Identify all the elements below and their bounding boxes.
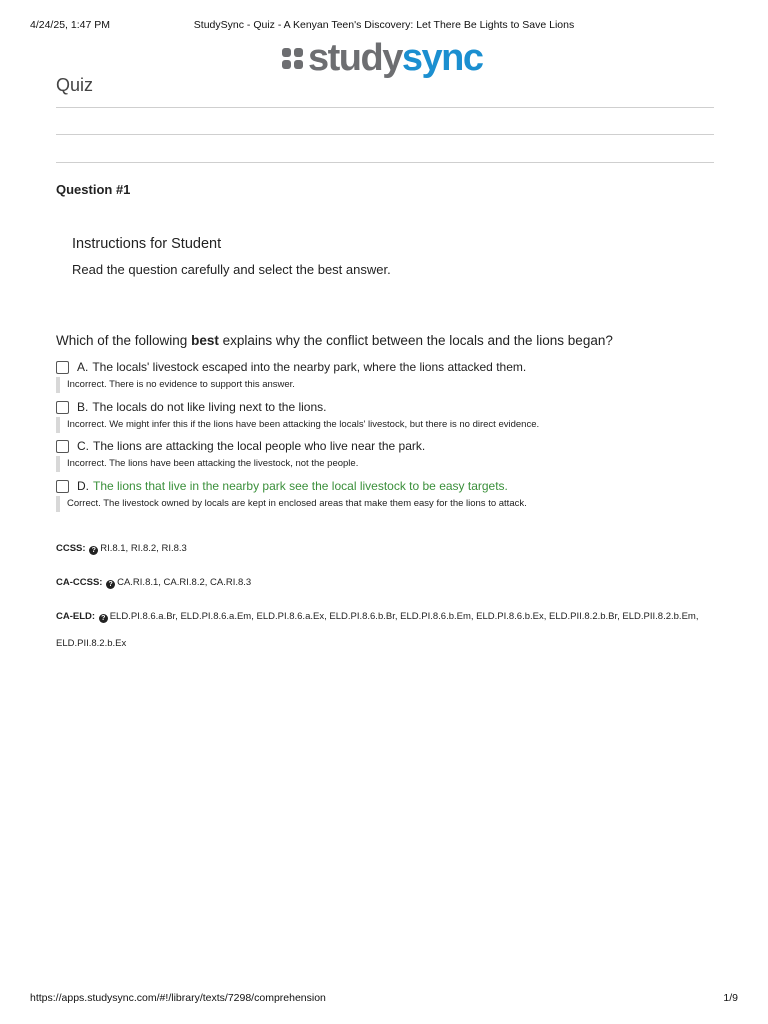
option-text: The locals do not like living next to the lions.	[92, 400, 327, 414]
answer-option-b[interactable]	[56, 398, 716, 433]
option-feedback: Incorrect. There is no evidence to support this answer.	[56, 377, 716, 393]
prompt-text: Which of the following	[56, 333, 192, 348]
answer-checkbox[interactable]	[56, 480, 69, 493]
logo-wordmark	[308, 38, 482, 78]
print-datetime: 4/24/25, 1:47 PM	[30, 19, 110, 31]
standards-value: ELD.PI.8.6.a.Br, ELD.PI.8.6.a.Em, ELD.PI.8.6.a.Ex, ELD.PI.8.6.b.Br, ELD.PI.8.6.b.Em, ELD.PI.8.6.b.Ex, ELD.PII.8.2.b.Br, ELD.PII.8.2.b.Em, ELD.PII.8.2.b.Ex	[56, 611, 699, 649]
logo-word-study: study	[308, 37, 402, 79]
option-feedback: Correct. The livestock owned by locals are kept in enclosed areas that make them easy for the lions to attack.	[56, 496, 716, 512]
standards-label: CA-ELD:	[56, 611, 96, 622]
answer-checkbox[interactable]	[56, 361, 69, 374]
question-circle-icon[interactable]: ?	[89, 546, 98, 555]
question-circle-icon[interactable]: ?	[106, 580, 115, 589]
print-header	[30, 19, 738, 33]
option-text: The locals' livestock escaped into the nearby park, where the lions attacked them.	[92, 360, 527, 374]
standards-value: RI.8.1, RI.8.2, RI.8.3	[100, 543, 187, 554]
divider	[56, 134, 714, 135]
question-number: Question #1	[56, 182, 131, 197]
standards-label: CCSS:	[56, 543, 86, 554]
standards-value: CA.RI.8.1, CA.RI.8.2, CA.RI.8.3	[117, 577, 252, 588]
option-text: The lions are attacking the local people who live near the park.	[93, 439, 426, 453]
question-prompt	[56, 333, 613, 348]
standards-label: CA-CCSS:	[56, 577, 103, 588]
print-page-title: StudySync - Quiz - A Kenyan Teen's Discovery: Let There Be Lights to Save Lions	[193, 19, 575, 31]
divider	[56, 107, 714, 108]
option-letter: B.	[77, 400, 89, 414]
option-letter: D.	[77, 479, 89, 493]
page-number: 1/9	[723, 992, 738, 1004]
answer-option-a[interactable]	[56, 358, 716, 393]
prompt-emphasis: best	[191, 333, 219, 348]
option-letter: A.	[77, 360, 89, 374]
answer-option-d[interactable]	[56, 477, 716, 512]
instructions-heading: Instructions for Student	[72, 236, 222, 252]
divider	[56, 162, 714, 163]
answer-checkbox[interactable]	[56, 401, 69, 414]
prompt-text: explains why the conflict between the locals and the lions began?	[218, 333, 613, 348]
question-circle-icon[interactable]: ?	[99, 614, 108, 623]
option-feedback: Incorrect. The lions have been attacking the livestock, not the people.	[56, 456, 716, 472]
standards-ccss	[56, 535, 716, 562]
instructions-body: Read the question carefully and select the best answer.	[72, 262, 391, 277]
standards-ca-eld	[56, 603, 716, 657]
print-url: https://apps.studysync.com/#!/library/texts/7298/comprehension	[30, 992, 326, 1004]
logo-dots-icon	[282, 48, 303, 69]
page-title: Quiz	[56, 75, 94, 95]
option-letter: C.	[77, 439, 89, 453]
option-feedback: Incorrect. We might infer this if the lions have been attacking the locals' livestock, but there is no direct evidence.	[56, 417, 716, 433]
answer-checkbox[interactable]	[56, 440, 69, 453]
standards-ca-ccss	[56, 569, 716, 596]
logo-word-sync: sync	[401, 37, 483, 79]
studysync-logo[interactable]	[282, 38, 482, 78]
answer-option-c[interactable]	[56, 437, 716, 472]
option-text-correct: The lions that live in the nearby park see the local livestock to be easy targets.	[93, 479, 508, 493]
